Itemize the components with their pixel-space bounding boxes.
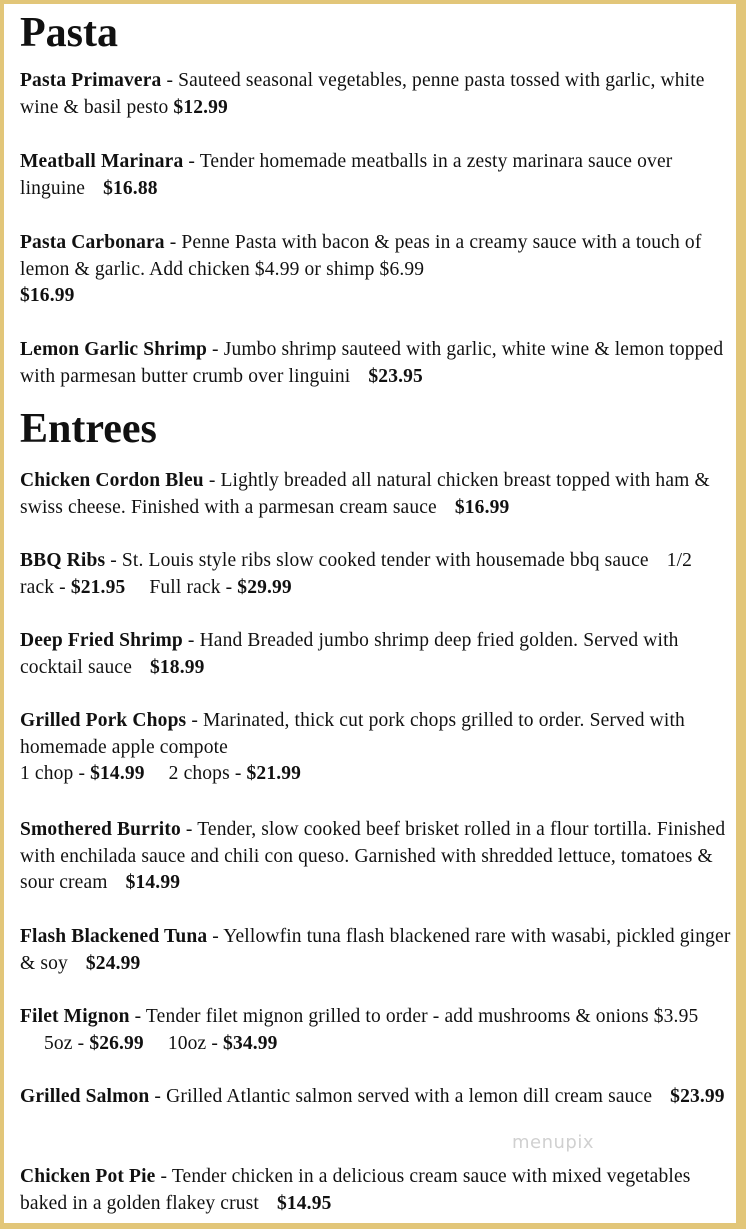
full-rack-label: Full rack -: [149, 576, 238, 598]
full-rack-price: $29.99: [237, 576, 292, 598]
menu-item-chicken-cordon-bleu: [20, 468, 730, 521]
item-price: $23.99: [670, 1086, 725, 1107]
menu-item-pasta-primavera: [20, 68, 725, 121]
item-description: - Lightly breaded all natural chicken breast topped with ham & swiss cheese. Finished with a parmesan cream sauce: [20, 470, 710, 518]
item-price: $14.99: [125, 872, 181, 893]
half-rack-price: $21.95: [70, 576, 126, 598]
item-price: $16.88: [103, 177, 158, 199]
menu-item-lemon-garlic-shrimp: [20, 337, 725, 390]
menu-item-smothered-burrito: [20, 817, 736, 897]
item-price: $24.99: [85, 952, 141, 974]
item-price: $14.95: [276, 1192, 332, 1214]
item-description: - Tender homemade meatballs in a zesty marinara sauce over linguine: [20, 151, 673, 199]
menu-item-deep-fried-shrimp: [20, 628, 710, 681]
section-title-entrees: Entrees: [20, 406, 157, 452]
item-price: $12.99: [173, 96, 228, 118]
item-description: - Grilled Atlantic salmon served with a lemon dill cream sauce: [149, 1086, 653, 1107]
item-name: Pasta Carbonara: [20, 232, 165, 253]
item-name: Chicken Pot Pie: [20, 1166, 156, 1187]
one-chop-price: $14.99: [90, 763, 145, 784]
two-chops-price: $21.99: [246, 763, 302, 784]
item-name: Pasta Primavera: [20, 70, 162, 91]
menu-item-filet-mignon: [20, 1004, 720, 1057]
item-description: - Tender filet mignon grilled to order - add mushrooms & onions $3.95: [129, 1006, 699, 1027]
item-price: $16.99: [454, 496, 510, 518]
menu-item-grilled-salmon: [20, 1084, 735, 1111]
small-cut-price: $26.99: [89, 1032, 144, 1054]
item-price: $18.99: [150, 656, 205, 678]
large-cut-price: $34.99: [223, 1032, 278, 1054]
item-name: BBQ Ribs: [20, 550, 106, 571]
menu-page: [4, 4, 736, 1223]
one-chop-label: 1 chop -: [20, 763, 91, 784]
item-description: - Jumbo shrimp sauteed with garlic, white wine & lemon topped with parmesan butter crumb over linguini: [20, 339, 724, 387]
item-name: Grilled Pork Chops: [20, 710, 187, 731]
menu-item-flash-blackened-tuna: [20, 924, 735, 977]
item-description: - Marinated, thick cut pork chops grilled to order. Served with homemade apple compote: [20, 710, 685, 758]
item-price: $23.95: [368, 365, 423, 387]
item-name: Meatball Marinara: [20, 151, 184, 172]
menu-item-bbq-ribs: [20, 548, 725, 601]
item-description: - Tender chicken in a delicious cream sauce with mixed vegetables baked in a golden flakey crust: [20, 1166, 691, 1214]
item-name: Deep Fried Shrimp: [20, 630, 183, 651]
menu-item-meatball-marinara: [20, 149, 710, 202]
section-title-pasta: Pasta: [20, 10, 118, 56]
item-price: $16.99: [20, 285, 75, 306]
item-name: Smothered Burrito: [20, 819, 181, 840]
item-name: Filet Mignon: [20, 1006, 130, 1027]
item-name: Lemon Garlic Shrimp: [20, 339, 208, 360]
watermark-logo: menupix: [512, 1132, 595, 1153]
item-description: - Tender, slow cooked beef brisket rolled in a flour tortilla. Finished with enchilada sauce and chili con queso. Garnished with shredded lettuce, tomatoes & sour cream: [20, 819, 726, 893]
item-description: - Sauteed seasonal vegetables, penne pasta tossed with garlic, white wine & basil pesto: [20, 70, 705, 118]
item-description: - Yellowfin tuna flash blackened rare with wasabi, pickled ginger & soy: [20, 926, 731, 974]
half-rack-label: 1/2 rack -: [20, 550, 693, 598]
two-chops-label: 2 chops -: [168, 763, 247, 784]
item-name: Flash Blackened Tuna: [20, 926, 208, 947]
item-description: - Hand Breaded jumbo shrimp deep fried golden. Served with cocktail sauce: [20, 630, 679, 678]
item-description: - Penne Pasta with bacon & peas in a creamy sauce with a touch of lemon & garlic. Add chicken $4.99 or shimp $6.99: [20, 232, 702, 280]
item-name: Grilled Salmon: [20, 1086, 150, 1107]
menu-item-chicken-pot-pie: [20, 1164, 730, 1217]
item-description: - St. Louis style ribs slow cooked tender with housemade bbq sauce: [105, 550, 649, 571]
small-cut-label: 5oz -: [44, 1032, 90, 1054]
menu-item-pasta-carbonara: [20, 230, 710, 310]
menu-item-grilled-pork-chops: [20, 708, 720, 788]
large-cut-label: 10oz -: [167, 1032, 224, 1054]
item-name: Chicken Cordon Bleu: [20, 470, 204, 491]
